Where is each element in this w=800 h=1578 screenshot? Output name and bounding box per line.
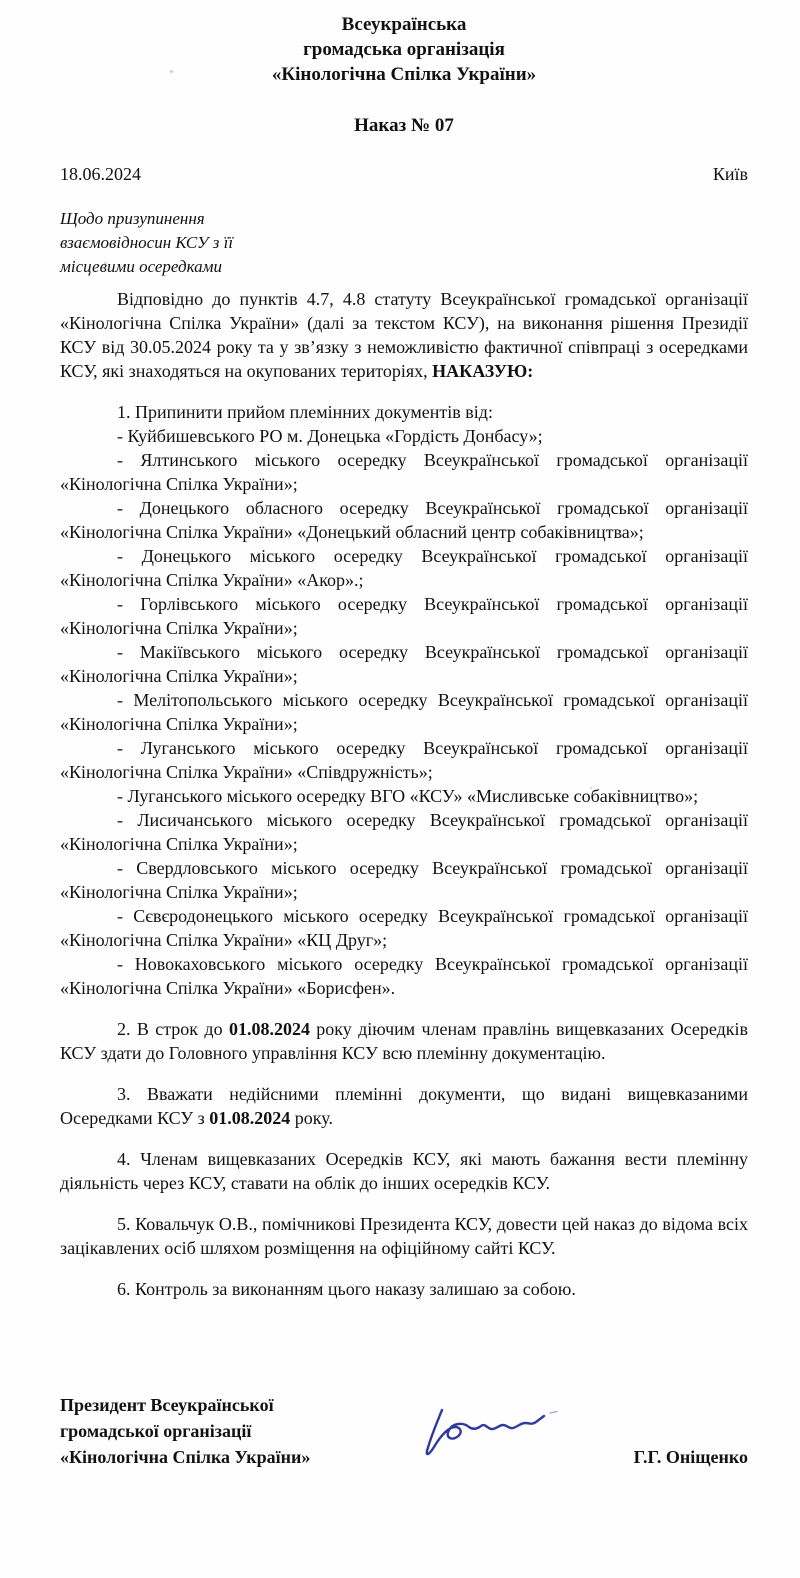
order-paragraph: - Куйбишевського РО м. Донецька «Гордість Донбасу»; xyxy=(117,426,543,446)
order-paragraph: - Сєвєродонецького міського осередку Всеукраїнської громадської організації «Кінологічна Спілка України» «КЦ Друг»; xyxy=(60,906,748,950)
subject-line: Щодо призупинення xyxy=(60,209,205,228)
order-paragraph: 2. В строк до 01.08.2024 року діючим членам правлінь вищевказаних Осередків КСУ здати до Головного управління КСУ всю племінну документацію. xyxy=(60,1019,748,1063)
order-paragraph: 6. Контроль за виконанням цього наказу залишаю за собою. xyxy=(117,1279,576,1299)
order-paragraph: - Ялтинського міського осередку Всеукраїнської громадської організації «Кінологічна Спілка України»; xyxy=(60,450,748,494)
order-paragraph: - Макіївського міського осередку Всеукраїнської громадської організації «Кінологічна Спілка України»; xyxy=(60,642,748,686)
org-name-line: Всеукраїнська xyxy=(341,14,467,35)
subject-line: місцевими осередками xyxy=(60,257,223,276)
signature-ink-flick xyxy=(550,1412,557,1414)
order-paragraph: - Донецького міського осередку Всеукраїнської громадської організації «Кінологічна Спілка України» «Акор».; xyxy=(60,546,748,590)
signature-ink-path xyxy=(427,1410,544,1454)
subject-line: взаємовідносин КСУ з її xyxy=(60,233,234,252)
order-paragraph: 3. Вважати недійсними племінні документи, що видані вищевказаними Осередками КСУ з 01.08.2024 року. xyxy=(60,1084,748,1128)
signature-scribble xyxy=(418,1402,574,1462)
org-name-line: «Кінологічна Спілка України» xyxy=(271,64,537,85)
order-paragraph: Відповідно до пунктів 4.7, 4.8 статуту Всеукраїнської громадської організації «Кінологічна Спілка України» (далі за текстом КСУ), на виконання рішення Президії КСУ від 30.05.2024 року та у зв’язку з неможливістю фактичної співпраці з осередками КСУ, які знаходяться на окупованих територіях, НАКАЗУЮ: xyxy=(60,289,748,381)
order-paragraph: - Горлівського міського осередку Всеукраїнської громадської організації «Кінологічна Спілка України»; xyxy=(60,594,748,638)
order-paragraph: 1. Припинити прийом племінних документів від: xyxy=(117,402,493,422)
order-body xyxy=(60,287,748,1301)
signature-block xyxy=(60,1392,748,1472)
signer-name: Г.Г. Оніщенко xyxy=(633,1447,748,1467)
order-paragraph: - Донецького обласного осередку Всеукраїнської громадської організації «Кінологічна Спілка України» «Донецький обласний центр собаківництва»; xyxy=(60,498,748,542)
order-subject xyxy=(60,207,748,279)
signer-title-line: Президент Всеукраїнської xyxy=(60,1395,274,1415)
org-header xyxy=(60,12,748,87)
org-name-line: громадська організація xyxy=(303,39,505,60)
scan-speck xyxy=(104,262,107,264)
order-paragraph: - Новокаховського міського осередку Всеукраїнської громадської організації «Кінологічна Спілка України» «Борисфен». xyxy=(60,954,748,998)
order-title: Наказ № 07 xyxy=(354,115,454,136)
order-paragraph: 5. Ковальчук О.В., помічникові Президента КСУ, довести цей наказ до відома всіх зацікавлених осіб шляхом розміщення на офіційному сайті КСУ. xyxy=(60,1214,748,1258)
order-date: 18.06.2024 xyxy=(60,164,141,184)
date-city-row xyxy=(60,162,748,187)
order-paragraph: 4. Членам вищевказаних Осередків КСУ, які мають бажання вести племінну діяльність через КСУ, ставати на облік до інших осередків КСУ. xyxy=(60,1149,748,1193)
order-paragraph: - Свердловського міського осередку Всеукраїнської громадської організації «Кінологічна Спілка України»; xyxy=(60,858,748,902)
order-paragraph: - Мелітопольського міського осередку Всеукраїнської громадської організації «Кінологічна Спілка України»; xyxy=(60,690,748,734)
scan-speck xyxy=(590,787,592,789)
signer-title-line: «Кінологічна Спілка України» xyxy=(60,1447,311,1467)
signer-title-line: громадської організації xyxy=(60,1421,252,1441)
scan-speck xyxy=(170,70,173,73)
order-paragraph: - Луганського міського осередку ВГО «КСУ» «Мисливське собаківництво»; xyxy=(117,786,699,806)
order-paragraph: - Луганського міського осередку Всеукраїнської громадської організації «Кінологічна Спілка України» «Співдружність»; xyxy=(60,738,748,782)
order-city: Київ xyxy=(712,164,748,184)
order-paragraph: - Лисичанського міського осередку Всеукраїнської громадської організації «Кінологічна Спілка України»; xyxy=(60,810,748,854)
